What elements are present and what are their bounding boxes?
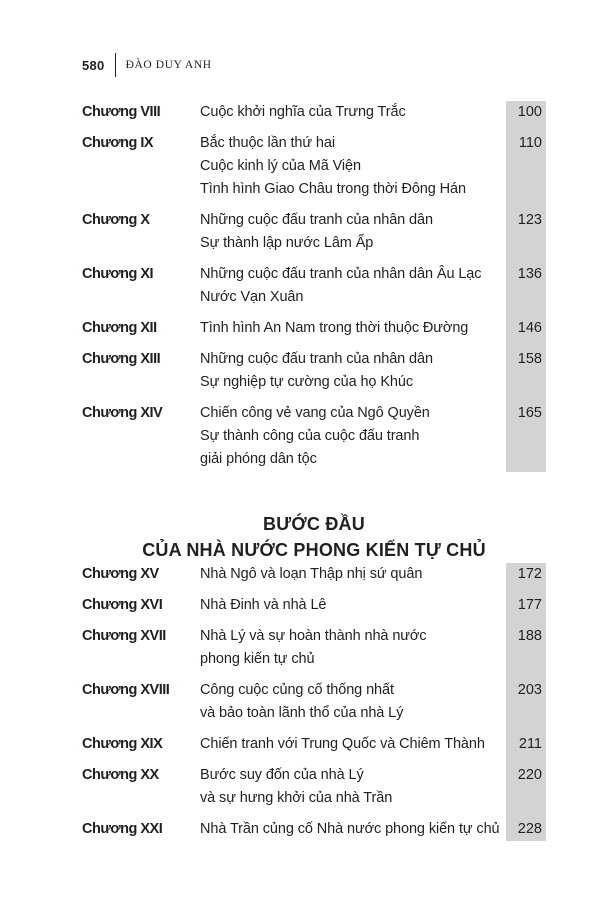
- page-header: [82, 52, 212, 78]
- chapter-title: [200, 209, 506, 255]
- page-ref: 172: [517, 566, 542, 582]
- chapter-title-line: Cuộc kinh lý của Mã Viện: [200, 158, 361, 174]
- chapter-title-line: giải phóng dân tộc: [200, 451, 317, 467]
- page-ref: 203: [517, 682, 542, 698]
- toc-row: [82, 594, 546, 617]
- page-ref: 123: [517, 212, 542, 228]
- page-ref: 110: [518, 135, 542, 151]
- toc-row: [82, 402, 546, 471]
- chapter-label: Chương XI: [82, 266, 154, 282]
- chapter-label: Chương XXI: [82, 821, 163, 837]
- chapter-title-line: phong kiến tự chủ: [200, 651, 315, 667]
- chapter-title: [200, 263, 506, 309]
- page-ref: 136: [517, 266, 542, 282]
- chapter-label: Chương XIV: [82, 405, 163, 421]
- chapter-label: Chương IX: [82, 135, 154, 151]
- toc-row: [82, 733, 546, 756]
- chapter-label: Chương XII: [82, 320, 157, 336]
- toc-row: [82, 679, 546, 725]
- chapter-title-line: Sự nghiệp tự cường của họ Khúc: [200, 374, 413, 390]
- chapter-label: Chương XIX: [82, 736, 163, 752]
- chapter-label: Chương XVIII: [82, 682, 170, 698]
- chapter-title-line: Cuộc khởi nghĩa của Trưng Trắc: [200, 104, 406, 120]
- section-heading-line-1: BƯỚC ĐẦU: [263, 514, 365, 534]
- chapter-title-line: Những cuộc đấu tranh của nhân dân: [200, 351, 433, 367]
- chapter-title: [200, 563, 506, 586]
- running-head: ĐÀO DUY ANH: [125, 59, 212, 71]
- chapter-title: [200, 402, 506, 471]
- chapter-title: [200, 101, 506, 124]
- toc-row: [82, 132, 546, 201]
- chapter-title-line: và bảo toàn lãnh thổ của nhà Lý: [200, 705, 404, 721]
- chapter-title: [200, 348, 506, 394]
- chapter-label: Chương XX: [82, 767, 159, 783]
- toc-row: [82, 764, 546, 810]
- chapter-title-line: Tình hình An Nam trong thời thuộc Đường: [200, 320, 469, 336]
- chapter-label: Chương XVI: [82, 597, 163, 613]
- page-ref: 220: [517, 767, 542, 783]
- chapter-title-line: và sự hưng khởi của nhà Trần: [200, 790, 393, 806]
- chapter-title-line: Nhà Trần củng cố Nhà nước phong kiến tự chủ: [200, 821, 500, 837]
- chapter-label: Chương XV: [82, 566, 159, 582]
- chapter-title-line: Sự thành lập nước Lâm Ấp: [200, 235, 374, 251]
- chapter-title-line: Sự thành công của cuộc đấu tranh: [200, 428, 420, 444]
- section-heading: [82, 511, 546, 563]
- chapter-title: [200, 625, 506, 671]
- page-ref: 188: [517, 628, 542, 644]
- page-ref: 211: [518, 736, 542, 752]
- chapter-title-line: Nhà Ngô và loạn Thập nhị sứ quân: [200, 566, 423, 582]
- toc-part-2: [82, 563, 546, 841]
- chapter-title-line: Nhà Lý và sự hoàn thành nhà nước: [200, 628, 427, 644]
- page-ref: 165: [517, 405, 542, 421]
- chapter-title-line: Chiến công vẻ vang của Ngô Quyền: [200, 405, 430, 421]
- chapter-title: [200, 733, 506, 756]
- section-heading-line-2: CỦA NHÀ NƯỚC PHONG KIẾN TỰ CHỦ: [142, 540, 486, 560]
- chapter-title-line: Những cuộc đấu tranh của nhân dân Âu Lạc: [200, 266, 482, 282]
- chapter-title-line: Nước Vạn Xuân: [200, 289, 304, 305]
- toc-row: [82, 563, 546, 586]
- page-ref: 158: [517, 351, 542, 367]
- page-ref: 146: [517, 320, 542, 336]
- toc-row: [82, 209, 546, 255]
- chapter-title: [200, 317, 506, 340]
- chapter-title-line: Công cuộc củng cố thống nhất: [200, 682, 394, 698]
- toc-row: [82, 348, 546, 394]
- chapter-title-line: Nhà Đinh và nhà Lê: [200, 597, 327, 613]
- chapter-title: [200, 132, 506, 201]
- header-divider: [115, 53, 116, 77]
- page-ref: 100: [517, 104, 542, 120]
- chapter-title-line: Chiến tranh với Trung Quốc và Chiêm Thành: [200, 736, 485, 752]
- page-ref: 228: [517, 821, 542, 837]
- chapter-title-line: Bắc thuộc lần thứ hai: [200, 135, 335, 151]
- toc-row: [82, 263, 546, 309]
- page-number: 580: [82, 57, 105, 73]
- chapter-title: [200, 594, 506, 617]
- toc-row: [82, 625, 546, 671]
- chapter-title: [200, 679, 506, 725]
- chapter-label: Chương XIII: [82, 351, 161, 367]
- chapter-label: Chương X: [82, 212, 150, 228]
- chapter-label: Chương VIII: [82, 104, 161, 120]
- chapter-title-line: Những cuộc đấu tranh của nhân dân: [200, 212, 433, 228]
- toc-row: [82, 818, 546, 841]
- chapter-title-line: Bước suy đốn của nhà Lý: [200, 767, 364, 783]
- toc-row: [82, 317, 546, 340]
- chapter-title-line: Tình hình Giao Châu trong thời Đông Hán: [200, 181, 466, 197]
- chapter-title: [200, 818, 506, 841]
- toc-row: [82, 101, 546, 124]
- page-ref: 177: [517, 597, 542, 613]
- chapter-label: Chương XVII: [82, 628, 166, 644]
- toc-part-1: [82, 101, 546, 471]
- chapter-title: [200, 764, 506, 810]
